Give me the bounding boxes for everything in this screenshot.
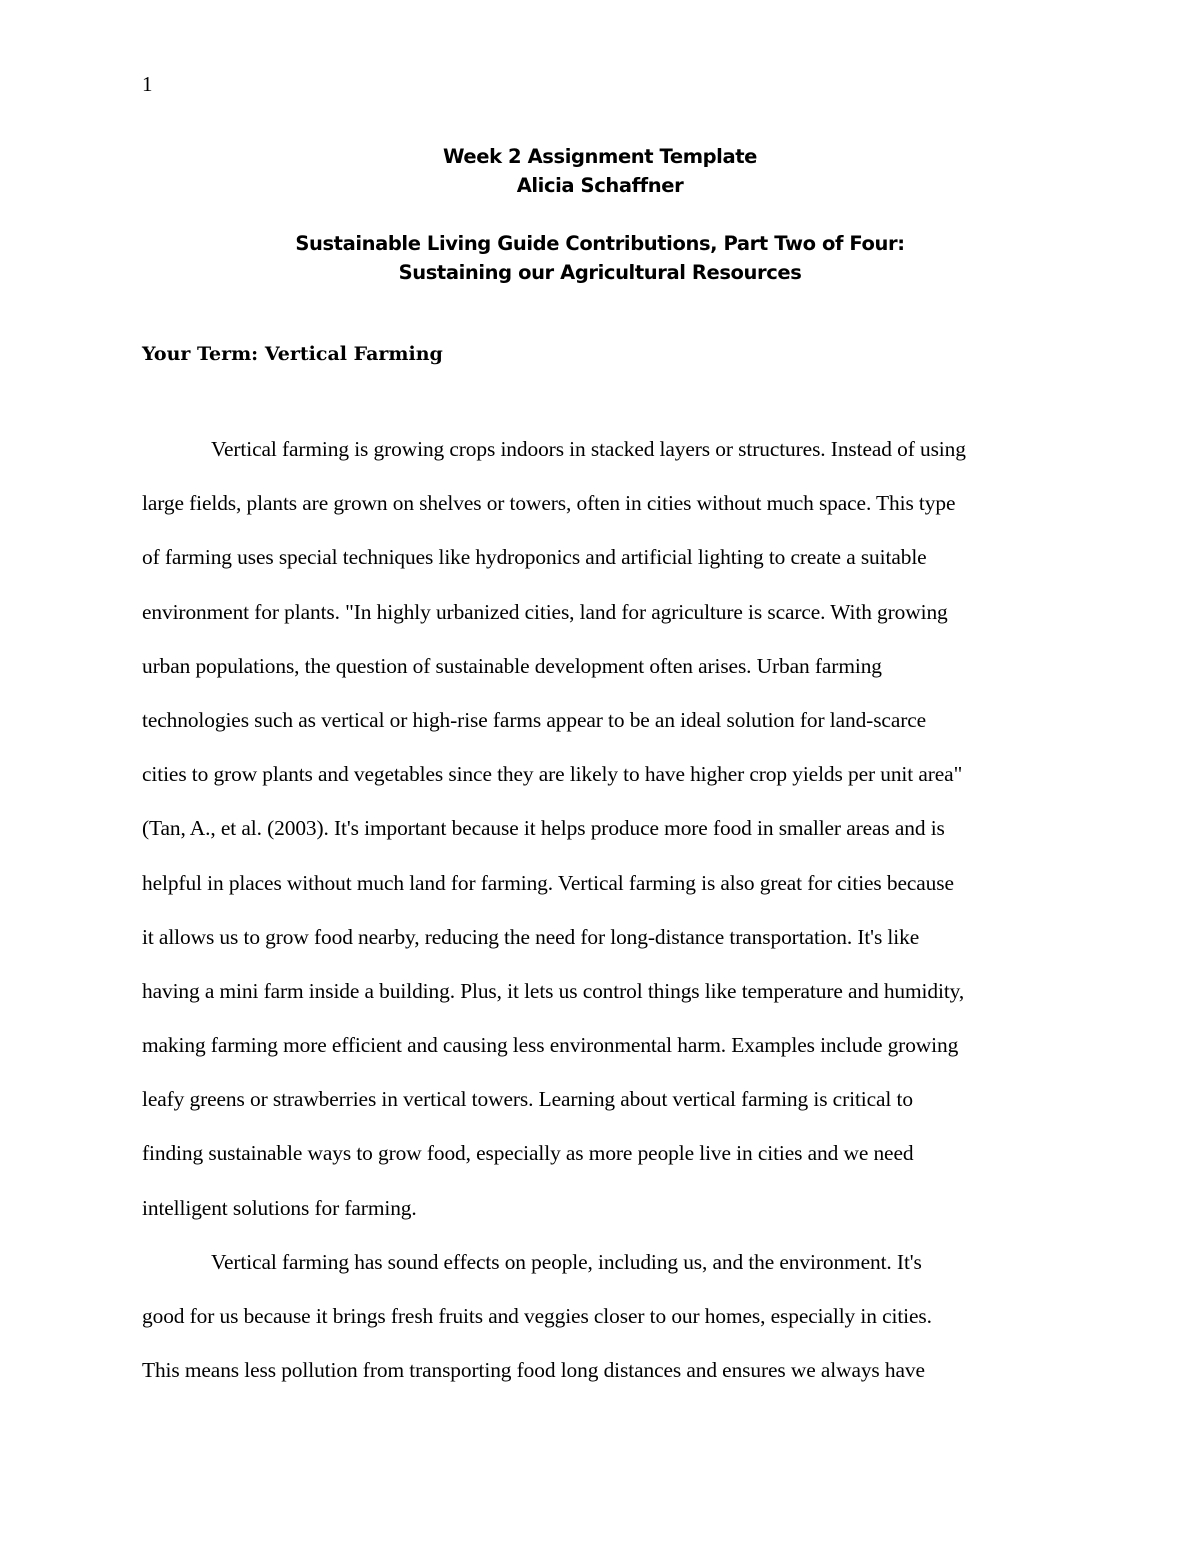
paragraph-line: leafy greens or strawberries in vertical towers. Learning about vertical farming is critical to <box>142 1087 913 1112</box>
paragraph-line: having a mini farm inside a building. Plus, it lets us control things like temperature and humidity, <box>142 978 965 1003</box>
paragraph-line: This means less pollution from transporting food long distances and ensures we always have <box>142 1358 925 1383</box>
paragraph-line: large fields, plants are grown on shelves or towers, often in cities without much space. This type <box>142 491 956 516</box>
body-text <box>142 422 1062 1397</box>
paragraph-line: good for us because it brings fresh fruits and veggies closer to our homes, especially in cities. <box>142 1304 932 1328</box>
term-heading: Your Term: Vertical Farming <box>142 343 443 365</box>
paragraph-line: it allows us to grow food nearby, reducing the need for long-distance transportation. It's like <box>142 924 920 949</box>
paragraph-line: Vertical farming is growing crops indoors in stacked layers or structures. Instead of using <box>211 437 966 461</box>
title-block <box>0 142 1200 200</box>
subtitle-line: Sustaining our Agricultural Resources <box>398 261 802 284</box>
paragraph-line: making farming more efficient and causing less environmental harm. Examples include growing <box>142 1033 959 1058</box>
subtitle-line: Sustainable Living Guide Contributions, Part Two of Four: <box>295 232 905 255</box>
paragraph-line: environment for plants. "In highly urbanized cities, land for agriculture is scarce. With growing <box>142 599 948 624</box>
paragraph-line: (Tan, A., et al. (2003). It's important because it helps produce more food in smaller areas and is <box>142 816 945 841</box>
page-number: 1 <box>142 72 153 96</box>
paragraph-line: helpful in places without much land for farming. Vertical farming is also great for cities because <box>142 870 954 895</box>
paragraph-line: finding sustainable ways to grow food, especially as more people live in cities and we need <box>142 1141 914 1166</box>
subtitle-block <box>0 229 1200 287</box>
paragraph-line: Vertical farming has sound effects on people, including us, and the environment. It's <box>211 1249 922 1274</box>
paragraph-line: urban populations, the question of sustainable development often arises. Urban farming <box>142 653 882 678</box>
paragraph-line: technologies such as vertical or high-rise farms appear to be an ideal solution for land-scarce <box>142 707 927 732</box>
paragraph-line: of farming uses special techniques like hydroponics and artificial lighting to create a suitable <box>142 545 927 570</box>
author-name: Alicia Schaffner <box>516 174 684 197</box>
paragraph-line: intelligent solutions for farming. <box>142 1195 417 1220</box>
document-title: Week 2 Assignment Template <box>443 145 757 168</box>
paragraph-line: cities to grow plants and vegetables since they are likely to have higher crop yields per unit area" <box>142 762 963 787</box>
